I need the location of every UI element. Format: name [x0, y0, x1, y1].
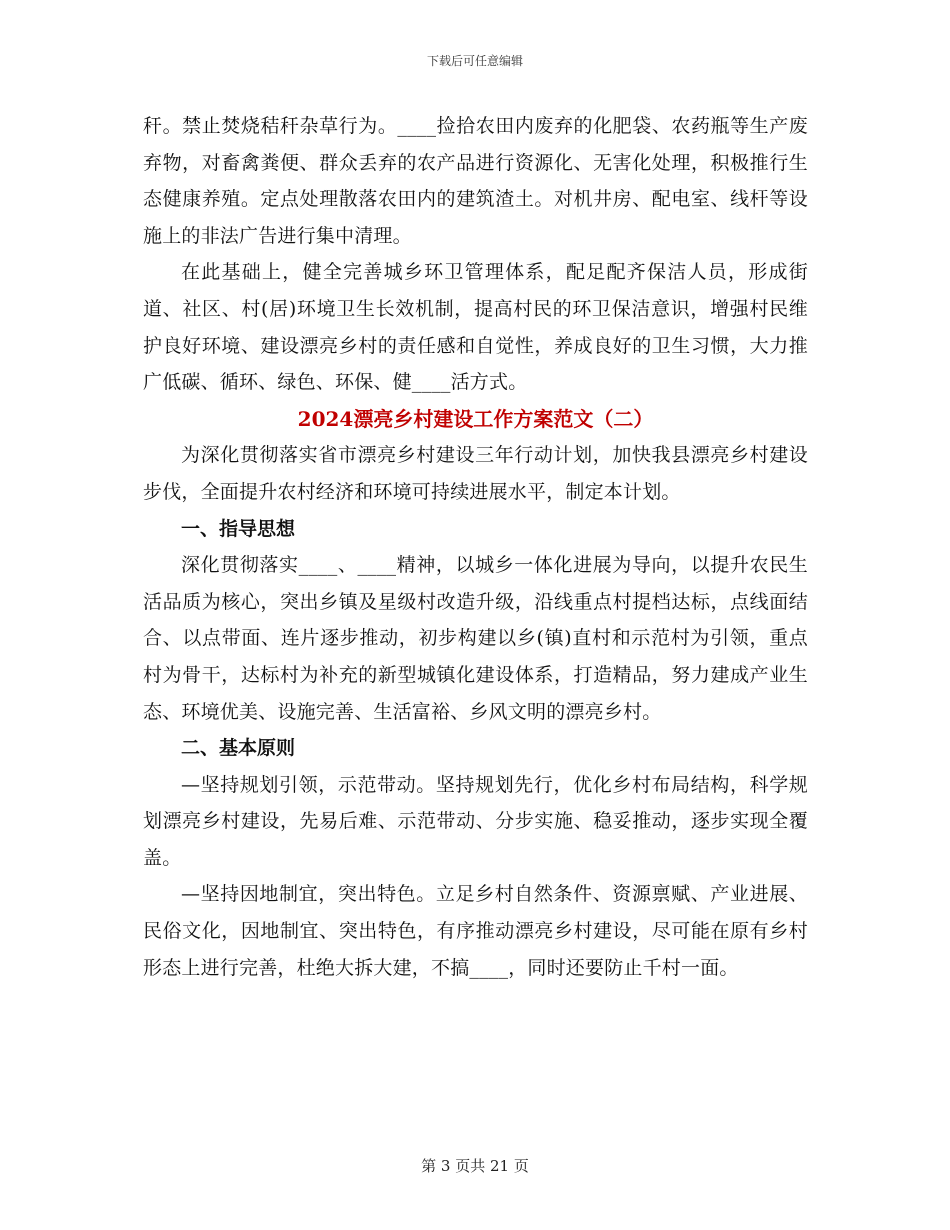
paragraph-intro: 为深化贯彻落实省市漂亮乡村建设三年行动计划，加快我县漂亮乡村建设步伐，全面提升农村经济和环境可持续进展水平，制定本计划。: [143, 444, 808, 503]
paragraph-principle-local-conditions: —坚持因地制宜，突出特色。立足乡村自然条件、资源禀赋、产业进展、民俗文化，因地制宜、突出特色，有序推动漂亮乡村建设，尽可能在原有乡村形态上进行完善，杜绝大拆大建，不搞____，同时还要防止千村一面。: [143, 883, 808, 979]
paragraph-guiding-ideology: 深化贯彻落实____、____精神，以城乡一体化进展为导向，以提升农民生活品质为核心，突出乡镇及星级村改造升级，沿线重点村提档达标，点线面结合、以点带面、连片逐步推动，初步构建以乡(镇)直村和示范村为引领，重点村为骨干，达标村为补充的新型城镇化建设体系，打造精品，努力建成产业生态、环境优美、设施完善、生活富裕、乡风文明的漂亮乡村。: [143, 554, 808, 723]
paragraph-principle-planning: —坚持规划引领，示范带动。坚持规划先行，优化乡村布局结构，科学规划漂亮乡村建设，先易后难、示范带动、分步实施、稳妥推动，逐步实现全覆盖。: [143, 773, 808, 869]
page-header: 下载后可任意编辑: [426, 54, 523, 68]
paragraph-straw-burning: 秆。禁止焚烧秸秆杂草行为。____捡拾农田内废弃的化肥袋、农药瓶等生产废弃物，对畜禽粪便、群众丢弃的农产品进行资源化、无害化处理，积极推行生态健康养殖。定点处理散落农田内的建筑渣土。对机井房、配电室、线杆等设施上的非法广告进行集中清理。: [143, 115, 808, 247]
section-heading-guiding-ideology: 一、指导思想: [181, 517, 296, 540]
document-title: 2024漂亮乡村建设工作方案范文（二）: [297, 406, 654, 431]
paragraph-sanitation-system: 在此基础上，健全完善城乡环卫管理体系，配足配齐保洁人员，形成街道、社区、村(居)环境卫生长效机制，提高村民的环卫保洁意识，增强村民维护良好环境、建设漂亮乡村的责任感和自觉性，养成良好的卫生习惯，大力推广低碳、循环、绿色、环保、健____活方式。: [143, 261, 808, 394]
page-number: 第 3 页共 21 页: [421, 1157, 529, 1175]
section-heading-basic-principles: 二、基本原则: [181, 737, 296, 760]
document-body: [143, 108, 808, 986]
